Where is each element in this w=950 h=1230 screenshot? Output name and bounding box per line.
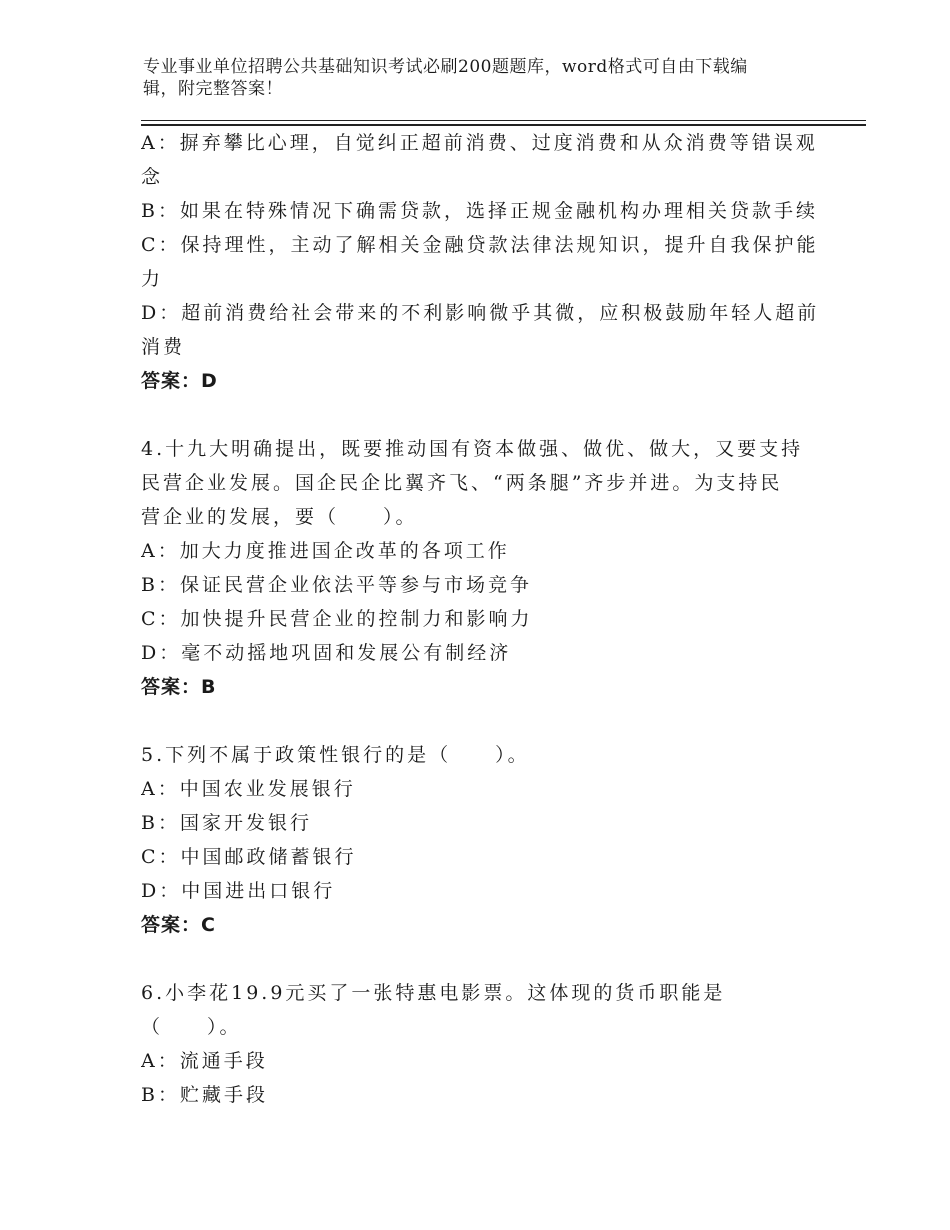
question-4-stem-line-1: 4.十九大明确提出，既要推动国有资本做强、做优、做大，又要支持 — [141, 438, 804, 460]
question-4-option-d: D：毫不动摇地巩固和发展公有制经济 — [141, 642, 512, 664]
spacer — [141, 704, 821, 738]
question-4-stem-line-2: 民营企业发展。国企民企比翼齐飞、“两条腿”齐步并进。为支持民 — [141, 472, 783, 494]
question-3-option-a-cont: 念 — [141, 166, 164, 188]
question-3-option-d-cont: 消费 — [141, 336, 186, 358]
header-line-1: 专业事业单位招聘公共基础知识考试必刷200题题库，word格式可自由下载编 — [143, 57, 748, 77]
question-3-option-c-cont: 力 — [141, 268, 164, 290]
header-divider-thin — [141, 120, 866, 121]
question-5-option-a: A：中国农业发展银行 — [141, 778, 356, 800]
question-3 — [141, 126, 821, 398]
spacer — [141, 942, 821, 976]
question-5-option-c: C：中国邮政储蓄银行 — [141, 846, 357, 868]
question-4-option-b: B：保证民营企业依法平等参与市场竞争 — [141, 574, 532, 596]
question-6-option-b: B：贮藏手段 — [141, 1084, 268, 1106]
question-content — [141, 126, 821, 1112]
question-4-answer: 答案：B — [141, 676, 217, 698]
question-4-option-c: C：加快提升民营企业的控制力和影响力 — [141, 608, 533, 630]
question-3-answer: 答案：D — [141, 370, 218, 392]
page-header — [143, 56, 803, 100]
question-3-option-a: A：摒弃攀比心理，自觉纠正超前消费、过度消费和从众消费等错误观 — [141, 132, 818, 154]
header-line-2: 辑，附完整答案！ — [143, 79, 283, 99]
question-4-stem-line-3: 营企业的发展，要（ ）。 — [141, 506, 418, 528]
question-6 — [141, 976, 821, 1112]
question-6-stem-line-2: （ ）。 — [141, 1016, 242, 1038]
question-5 — [141, 738, 821, 942]
spacer — [141, 398, 821, 432]
question-6-stem-line-1: 6.小李花19.9元买了一张特惠电影票。这体现的货币职能是 — [141, 982, 726, 1004]
question-3-option-d: D：超前消费给社会带来的不利影响微乎其微，应积极鼓励年轻人超前 — [141, 302, 820, 324]
question-5-stem-line-1: 5.下列不属于政策性银行的是（ ）。 — [141, 744, 530, 766]
question-5-option-d: D：中国进出口银行 — [141, 880, 336, 902]
question-4-option-a: A：加大力度推进国企改革的各项工作 — [141, 540, 510, 562]
question-3-option-c: C：保持理性，主动了解相关金融贷款法律法规知识，提升自我保护能 — [141, 234, 819, 256]
question-5-option-b: B：国家开发银行 — [141, 812, 312, 834]
question-4 — [141, 432, 821, 704]
question-3-option-b: B：如果在特殊情况下确需贷款，选择正规金融机构办理相关贷款手续 — [141, 200, 818, 222]
question-6-option-a: A：流通手段 — [141, 1050, 268, 1072]
question-5-answer: 答案：C — [141, 914, 216, 936]
